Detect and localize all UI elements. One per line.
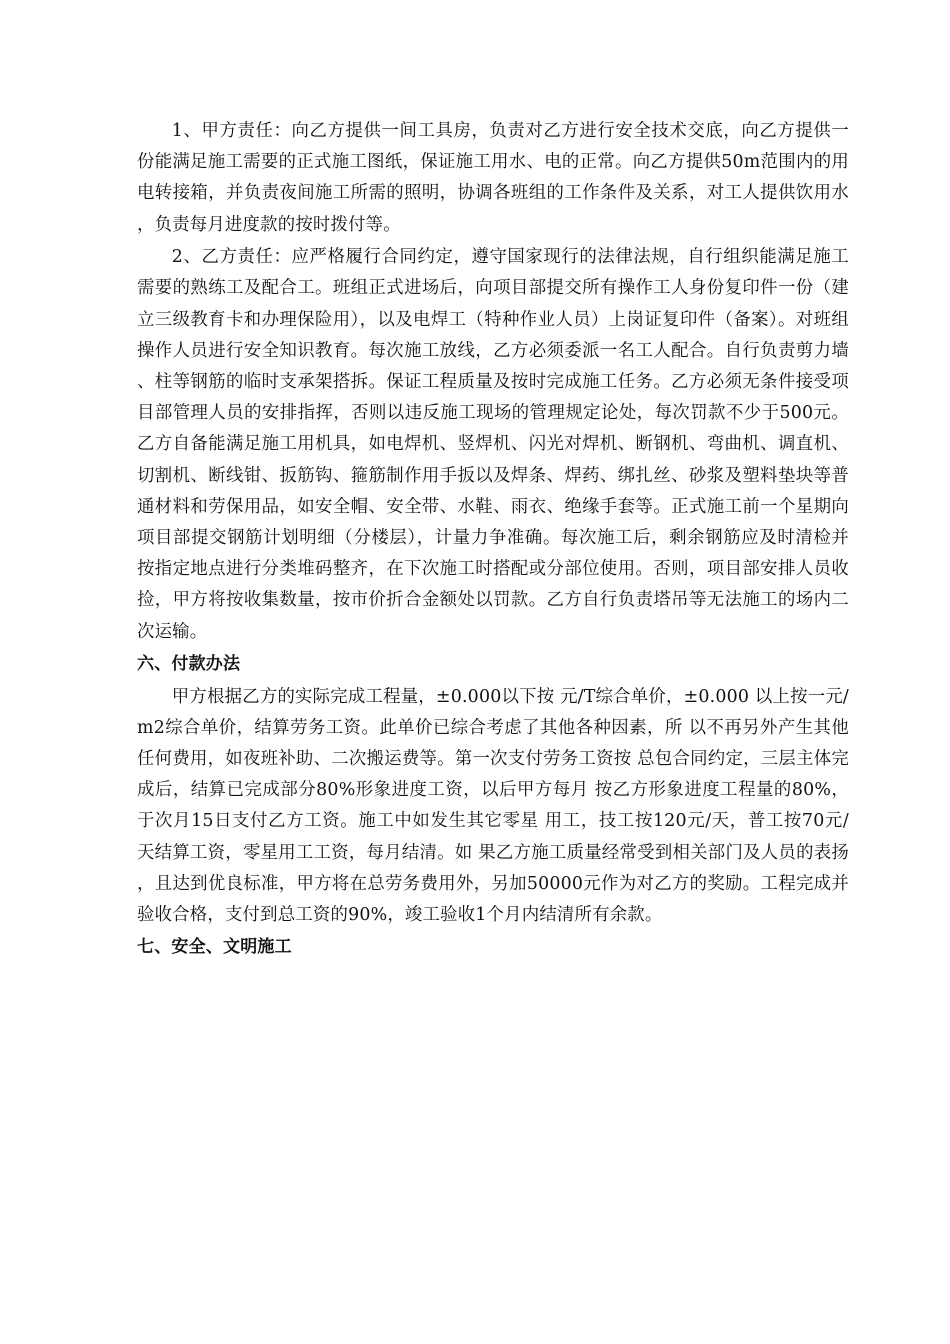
- document-body: [137, 116, 849, 964]
- section-heading-safety: 七、安全、文明施工: [137, 937, 292, 958]
- clause-party-a-responsibility: 1、甲方责任：向乙方提供一间工具房，负责对乙方进行安全技术交底，向乙方提供一份能满足施工需要的正式施工图纸，保证施工用水、电的正常。向乙方提供50m范围内的用电转接箱，并负责夜间施工所需的照明，协调各班组的工作条件及关系，对工人提供饮用水，负责每月进度款的按时拨付等。: [137, 121, 849, 235]
- section-heading-payment: 六、付款办法: [137, 654, 241, 675]
- clause-payment-method: 甲方根据乙方的实际完成工程量，±0.000以下按 元/T综合单价，±0.000 以上按一元/m2综合单价，结算劳务工资。此单价已综合考虑了其他各种因素，所 以不再另外产生其他任何费用，如夜班补助、二次搬运费等。第一次支付劳务工资按 总包合同约定，三层主体完成后，结算已完成部分80%形象进度工资，以后甲方每月 按乙方形象进度工程量的80%，于次月15日支付乙方工资。施工中如发生其它零星 用工，技工按120元/天，普工按70元/天结算工资，零星用工工资，每月结清。如 果乙方施工质量经常受到相关部门及人员的表扬，且达到优良标准，甲方将在总劳务费用外，另加50000元作为对乙方的奖励。工程完成并验收合格，支付到总工资的90%，竣工验收1个月内结清所有余款。: [137, 686, 849, 925]
- clause-party-b-responsibility: 2、乙方责任：应严格履行合同约定，遵守国家现行的法律法规，自行组织能满足施工需要的熟练工及配合工。班组正式进场后，向项目部提交所有操作工人身份复印件一份（建立三级教育卡和办理保险用），以及电焊工（特种作业人员）上岗证复印件（备案）。对班组操作人员进行安全知识教育。每次施工放线，乙方必须委派一名工人配合。自行负责剪力墙、柱等钢筋的临时支承架搭拆。保证工程质量及按时完成施工任务。乙方必须无条件接受项目部管理人员的安排指挥，否则以违反施工现场的管理规定论处，每次罚款不少于500元。乙方自备能满足施工用机具，如电焊机、竖焊机、闪光对焊机、断钢机、弯曲机、调直机、切割机、断线钳、扳筋钩、箍筋制作用手扳以及焊条、焊药、绑扎丝、砂浆及塑料垫块等普通材料和劳保用品，如安全帽、安全带、水鞋、雨衣、绝缘手套等。正式施工前一个星期向项目部提交钢筋计划明细（分楼层），计量力争准确。每次施工后，剩余钢筋应及时清检并按指定地点进行分类堆码整齐，在下次施工时搭配或分部位使用。否则，项目部安排人员收捡，甲方将按收集数量，按市价折合金额处以罚款。乙方自行负责塔吊等无法施工的场内二次运输。: [137, 247, 849, 642]
